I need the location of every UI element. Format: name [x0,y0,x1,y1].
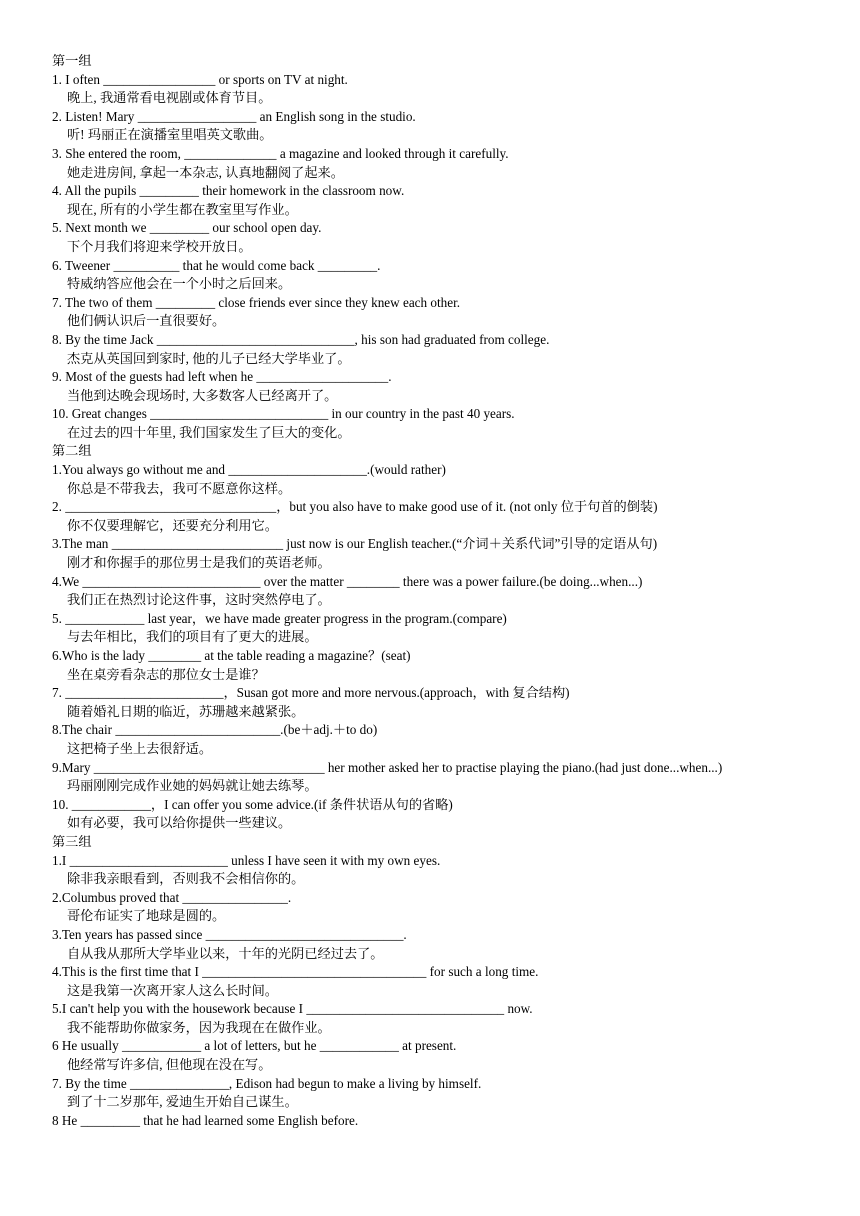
question-en: 3. She entered the room, ______________ a magazine and looked through it carefully. [52,145,509,161]
question-en: 5.I can't help you with the housework because I ______________________________ now. [52,1001,533,1017]
question-cn: 自从我从那所大学毕业以来，十年的光阴已经过去了。 [67,945,384,961]
question-en: 4.This is the first time that I __________________________________ for such a long time. [52,964,539,980]
question-cn: 晚上, 我通常看电视剧或体育节目。 [67,90,272,106]
question-en: 8 He _________ that he had learned some English before. [52,1112,359,1128]
question-cn: 当他到达晚会现场时, 大多数客人已经离开了。 [67,387,338,403]
question-en: 1.I ________________________ unless I have seen it with my own eyes. [52,852,441,868]
question-en: 4. All the pupils _________ their homework in the classroom now. [52,183,405,199]
question-cn: 他们俩认识后一直很要好。 [67,313,226,329]
question-en: 1.You always go without me and _____________________.(would rather) [52,462,446,478]
question-cn: 特威纳答应他会在一个小时之后回来。 [67,276,292,292]
question-en: 1. I often _________________ or sports on TV at night. [52,71,348,87]
question-cn: 如有必要，我可以给你提供一些建议。 [67,815,292,831]
question-cn: 到了十二岁那年, 爱迪生开始自己谋生。 [67,1094,298,1110]
question-en: 10. Great changes ___________________________ in our country in the past 40 years. [52,406,515,422]
worksheet [52,52,852,1130]
question-cn: 杰克从英国回到家时, 他的儿子已经大学毕业了。 [67,350,351,366]
question-en: 5. Next month we _________ our school open day. [52,220,322,236]
question-cn: 玛丽刚刚完成作业她的妈妈就让她去练琴。 [67,778,318,794]
question-cn: 你总是不带我去，我可不愿意你这样。 [67,480,292,496]
question-en: 8. By the time Jack ______________________________, his son had graduated from college. [52,331,550,347]
question-cn: 下个月我们将迎来学校开放日。 [67,238,252,254]
question-cn: 在过去的四十年里, 我们国家发生了巨大的变化。 [67,424,351,440]
question-cn: 你不仅要理解它，还要充分利用它。 [67,517,278,533]
group-heading: 第一组 [52,53,92,68]
question-en: 7. The two of them _________ close friends ever since they knew each other. [52,294,461,310]
question-cn: 这是我第一次离开家人这么长时间。 [67,982,278,998]
question-cn: 听! 玛丽正在演播室里唱英文歌曲。 [67,127,273,143]
group-2 [52,442,852,832]
question-cn: 我不能帮助你做家务，因为我现在在做作业。 [67,1019,331,1035]
group-heading: 第二组 [52,443,92,459]
question-en: 8.The chair _________________________.(be＋adj.＋to do) [52,722,378,738]
question-cn: 除非我亲眼看到，否则我不会相信你的。 [67,871,305,887]
question-cn: 我们正在热烈讨论这件事，这时突然停电了。 [67,592,331,608]
group-heading: 第三组 [52,833,92,849]
question-en: 9.Mary ___________________________________ her mother asked her to practise playing the piano.(had just done...when...) [52,759,723,775]
question-en: 3.The man __________________________ just now is our English teacher.(“介词＋关系代词”引导的定语从句) [52,536,658,552]
question-en: 10. ____________，I can offer you some advice.(if 条件状语从句的省略) [52,796,453,812]
question-en: 7. By the time _______________, Edison had begun to make a living by himself. [52,1075,482,1091]
question-en: 5. ____________ last year，we have made greater progress in the program.(compare) [52,610,507,626]
group-3 [52,833,852,1131]
question-cn: 随着婚礼日期的临近，苏珊越来越紧张。 [67,703,305,719]
question-en: 6 He usually ____________ a lot of letters, but he ____________ at present. [52,1038,457,1054]
question-en: 9. Most of the guests had left when he ____________________. [52,369,392,385]
question-cn: 他经常写许多信, 但他现在没在写。 [67,1057,272,1073]
question-en: 3.Ten years has passed since ______________________________. [52,926,407,942]
question-en: 7. ________________________，Susan got more and more nervous.(approach，with 复合结构) [52,685,570,701]
question-en: 2.Columbus proved that ________________. [52,889,292,905]
group-1 [52,52,852,442]
question-en: 4.We ___________________________ over the matter ________ there was a power failure.(be doing...when...) [52,573,643,589]
question-cn: 坐在桌旁看杂志的那位女士是谁？ [67,666,265,682]
question-en: 6. Tweener __________ that he would come back _________. [52,257,381,273]
question-en: 2. ________________________________，but you also have to make good use of it. (not only 位于句首的倒装) [52,499,658,515]
question-cn: 与去年相比，我们的项目有了更大的进展。 [67,629,318,645]
question-en: 6.Who is the lady ________ at the table reading a magazine？(seat) [52,648,411,663]
question-cn: 现在, 所有的小学生都在教室里写作业。 [67,201,298,217]
question-cn: 她走进房间, 拿起一本杂志, 认真地翻阅了起来。 [67,164,344,180]
question-cn: 哥伦布证实了地球是圆的。 [67,908,226,924]
question-en: 2. Listen! Mary __________________ an English song in the studio. [52,108,416,124]
question-cn: 刚才和你握手的那位男士是我们的英语老师。 [67,555,331,571]
question-cn: 这把椅子坐上去很舒适。 [67,740,213,756]
